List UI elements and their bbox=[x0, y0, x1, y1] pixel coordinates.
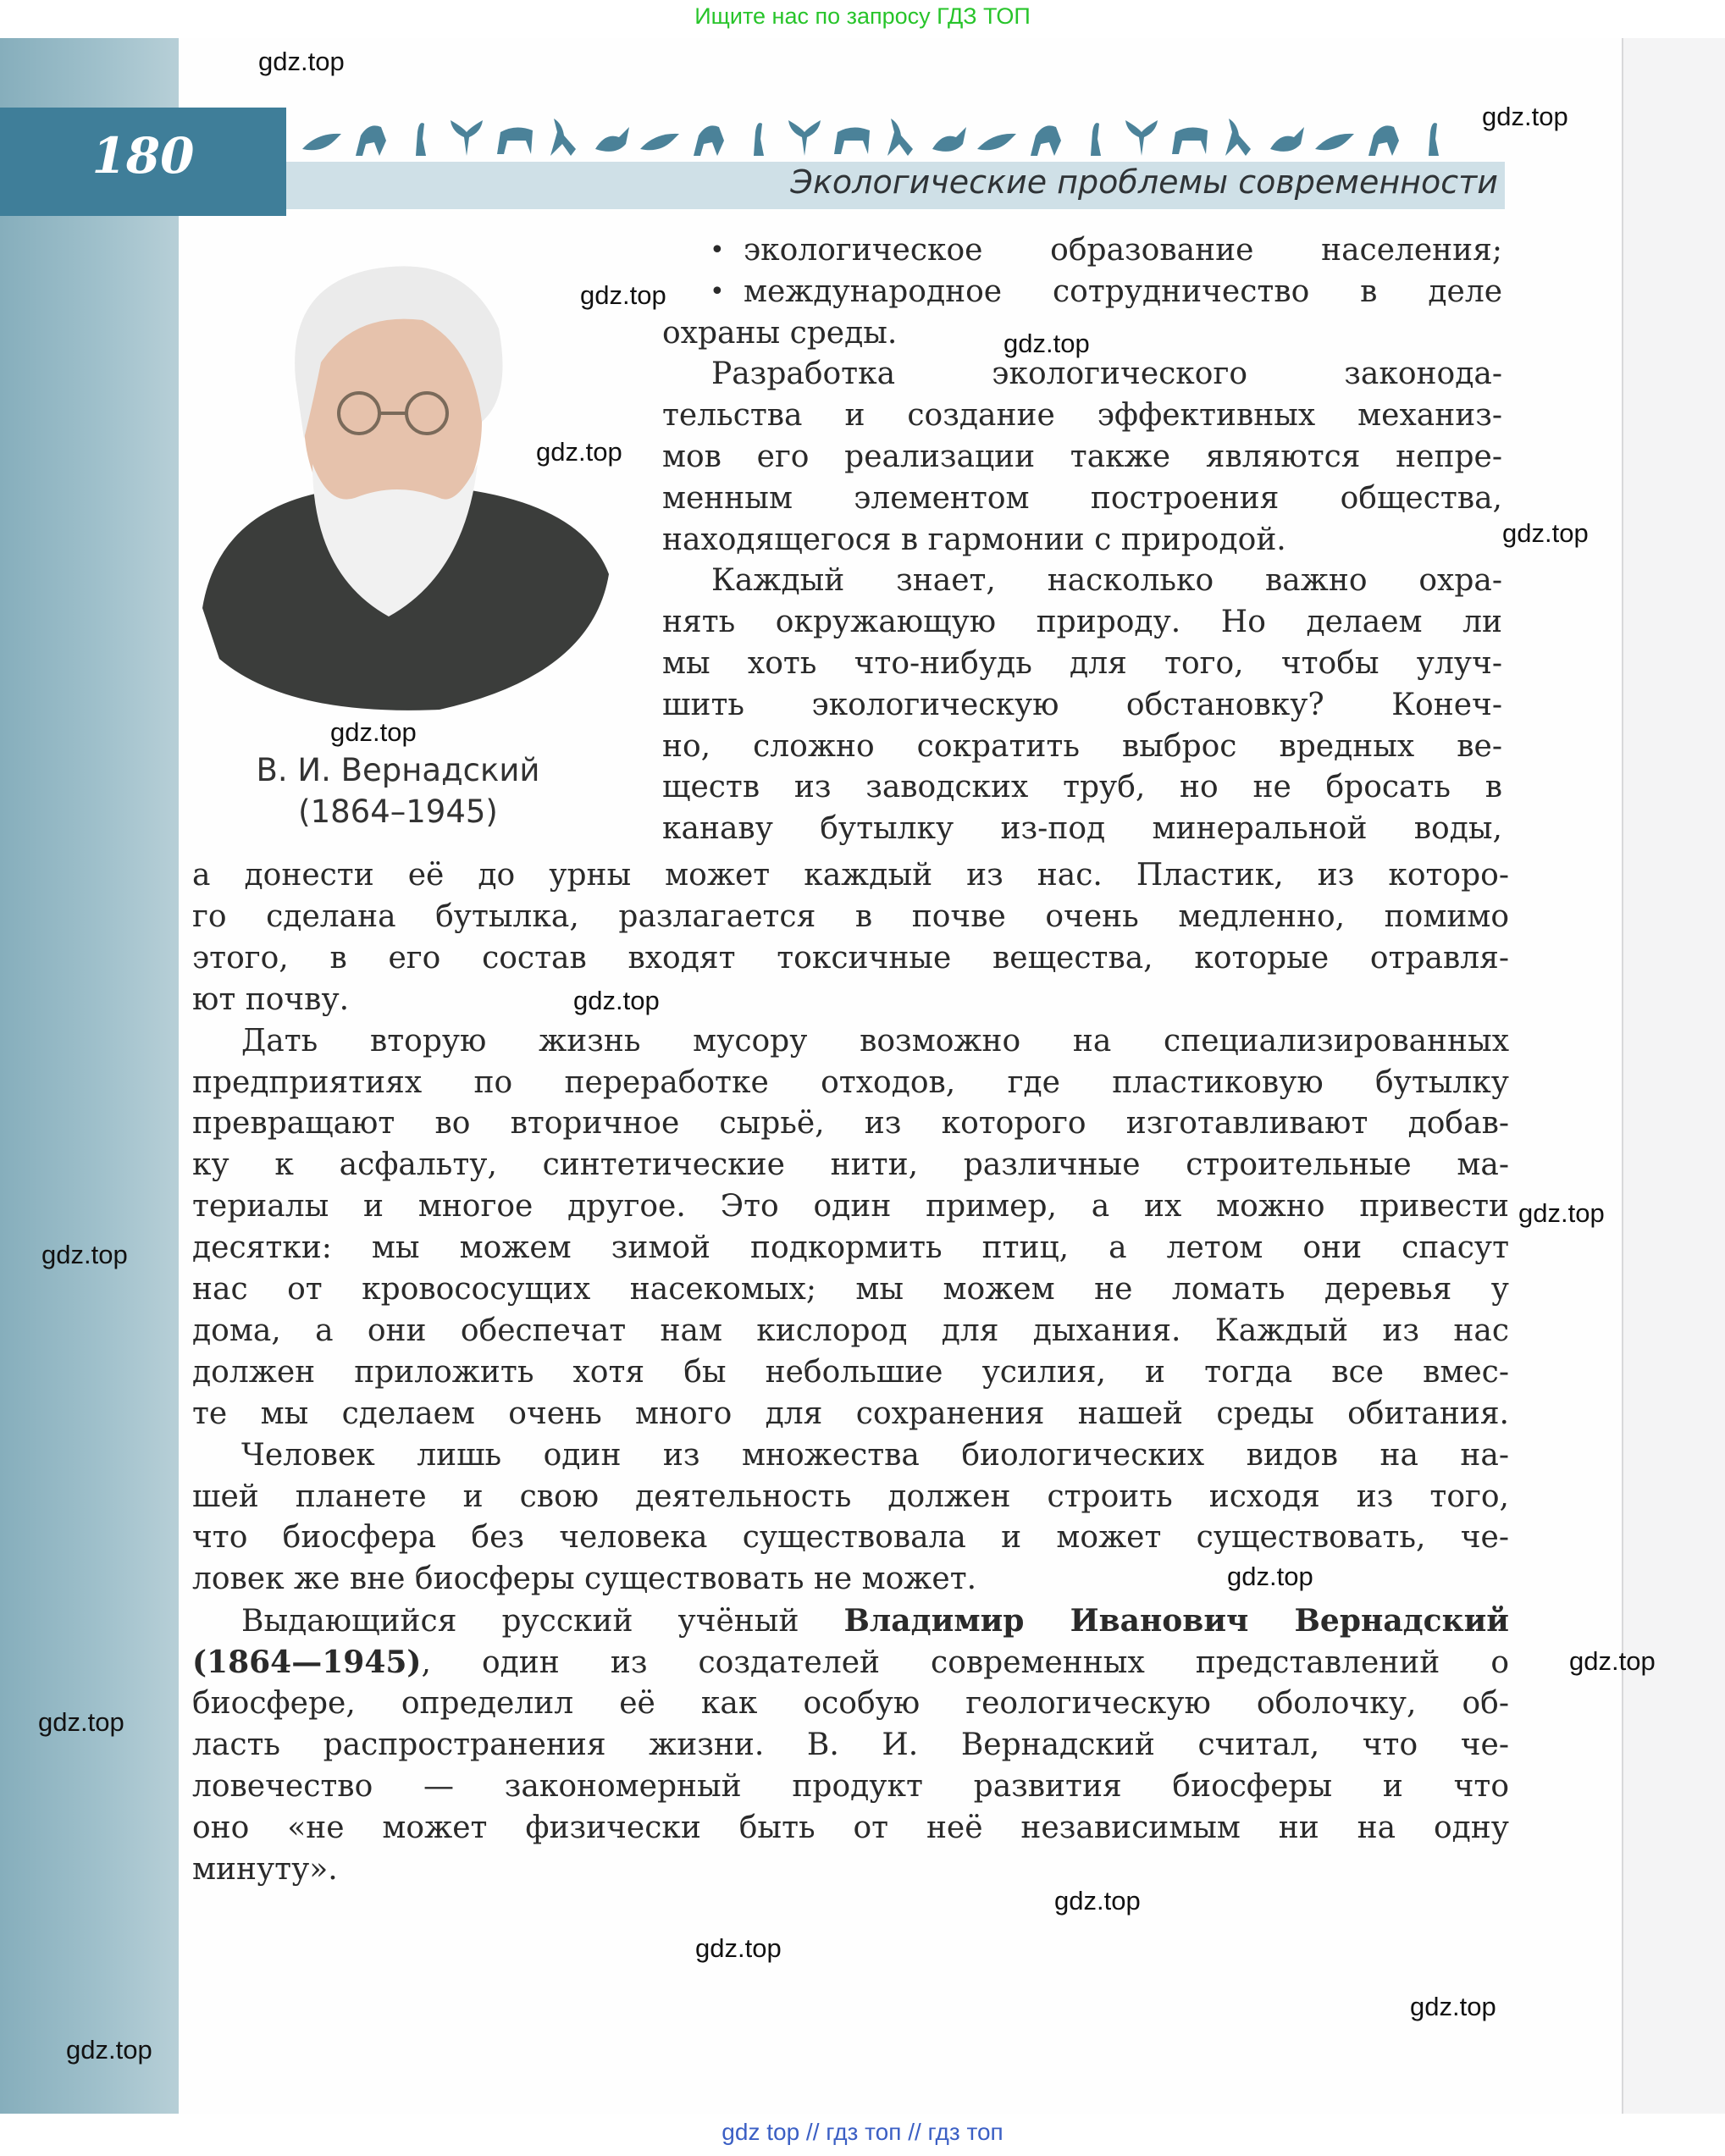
animal-silhouette-icon bbox=[976, 115, 1018, 158]
animal-silhouette-icon bbox=[1313, 115, 1356, 158]
text-segment: минуту». bbox=[192, 1851, 338, 1887]
animal-silhouette-icon bbox=[590, 115, 633, 158]
text-line bbox=[192, 1145, 1509, 1186]
bullet-icon: • bbox=[710, 235, 725, 265]
text-line bbox=[192, 1517, 1509, 1558]
text-segment: ку к асфальту, синтетические нити, различные строительные ма- bbox=[192, 1147, 1509, 1183]
text-line bbox=[192, 1269, 1509, 1310]
animal-silhouette-icon bbox=[1217, 115, 1259, 158]
text-segment: экологическое образование населения; bbox=[744, 233, 1502, 268]
text-line bbox=[192, 1725, 1509, 1766]
text-line bbox=[192, 897, 1509, 937]
animal-silhouette-icon bbox=[1072, 115, 1114, 158]
text-line bbox=[192, 1103, 1509, 1144]
page-spine bbox=[0, 38, 179, 2114]
text-segment: нять окружающую природу. Но делаем ли bbox=[662, 605, 1502, 640]
search-banner: Ищите нас по запросу ГДЗ ТОП bbox=[694, 3, 1031, 29]
bold-text: (1864—1945) bbox=[192, 1645, 422, 1681]
text-segment: ществ из заводских труб, но не бросать в bbox=[662, 770, 1502, 805]
text-line bbox=[192, 1063, 1509, 1103]
text-line bbox=[192, 980, 1509, 1020]
text-segment: Человек лишь один из множества биологических видов на на- bbox=[241, 1437, 1509, 1473]
text-segment: международное сотрудничество в деле bbox=[744, 274, 1502, 309]
text-line bbox=[711, 561, 1502, 601]
text-line bbox=[241, 1435, 1509, 1476]
watermark-text: gdz.top bbox=[1227, 1562, 1313, 1591]
bold-text: Владимир Иванович Вернадский bbox=[843, 1603, 1509, 1639]
text-line bbox=[192, 1683, 1509, 1724]
watermark-text: gdz.top bbox=[1569, 1646, 1656, 1676]
text-line bbox=[662, 767, 1502, 808]
animal-silhouette-icon bbox=[927, 115, 970, 158]
text-segment: менным элементом построения общества, bbox=[662, 480, 1502, 516]
text-segment: шей планете и свою деятельность должен строить исходя из того, bbox=[192, 1479, 1509, 1514]
text-segment: териалы и многое другое. Это один пример, а их можно привести bbox=[192, 1189, 1509, 1224]
text-line bbox=[241, 1021, 1509, 1062]
text-segment: ловечество — закономерный продукт развития биосферы и что bbox=[192, 1768, 1509, 1804]
text-segment: а донести её до урны может каждый из нас. Пластик, из которо- bbox=[192, 858, 1509, 893]
text-line bbox=[744, 272, 1502, 312]
animal-silhouette-icon bbox=[831, 115, 873, 158]
animal-silhouette-icon bbox=[494, 115, 536, 158]
animal-silhouette-icon bbox=[1024, 115, 1066, 158]
watermark-text: gdz.top bbox=[330, 717, 417, 747]
text-segment: находящегося в гармонии с природой. bbox=[662, 522, 1286, 557]
text-line bbox=[662, 478, 1502, 519]
text-segment: ласть распространения жизни. В. И. Вернадский считал, что че- bbox=[192, 1727, 1509, 1762]
animal-silhouette-icon bbox=[1362, 115, 1404, 158]
watermark-text: gdz.top bbox=[536, 437, 622, 467]
animal-silhouette-icon bbox=[639, 115, 681, 158]
text-line bbox=[662, 727, 1502, 767]
text-line bbox=[192, 1477, 1509, 1517]
text-line bbox=[711, 354, 1502, 395]
text-segment: ловек же вне биосферы существовать не может. bbox=[192, 1562, 977, 1597]
portrait-caption-name: В. И. Вернадский bbox=[256, 752, 540, 788]
watermark-text: gdz.top bbox=[1054, 1886, 1141, 1916]
text-segment: этого, в его состав входят токсичные вещества, которые отравля- bbox=[192, 940, 1509, 976]
text-segment: го сделана бутылка, разлагается в почве очень медленно, помимо bbox=[192, 898, 1509, 934]
animal-silhouette-icon bbox=[1410, 115, 1452, 158]
text-segment: но, сложно сократить выброс вредных ве- bbox=[662, 728, 1502, 764]
text-segment: канаву бутылку из-под минеральной воды, bbox=[662, 811, 1502, 847]
animal-silhouette-icon bbox=[349, 115, 391, 158]
text-line bbox=[192, 1186, 1509, 1227]
text-segment: шить экологическую обстановку? Конеч- bbox=[662, 687, 1502, 722]
watermark-text: gdz.top bbox=[258, 47, 345, 76]
watermark-text: gdz.top bbox=[580, 280, 666, 310]
text-line bbox=[192, 1394, 1509, 1435]
animal-silhouette-icon bbox=[1265, 115, 1308, 158]
text-segment: превращают во вторичное сырьё, из которого изготавливают добав- bbox=[192, 1106, 1509, 1142]
text-segment: мов его реализации также являются непре- bbox=[662, 439, 1502, 474]
text-segment: те мы сделаем очень много для сохранения нашей среды обитания. bbox=[192, 1396, 1509, 1431]
text-segment: ют почву. bbox=[192, 981, 350, 1017]
animal-silhouette-icon bbox=[301, 115, 343, 158]
chapter-title: Экологические проблемы современности bbox=[790, 163, 1498, 201]
text-segment: тельства и создание эффективных механиз- bbox=[662, 398, 1502, 434]
text-segment: что биосфера без человека существовала и может существовать, че- bbox=[192, 1520, 1509, 1556]
watermark-text: gdz.top bbox=[1410, 1992, 1496, 2021]
animal-silhouette-icon bbox=[783, 115, 826, 158]
portrait-caption-years: (1864–1945) bbox=[298, 793, 498, 830]
watermark-text: gdz.top bbox=[695, 1933, 782, 1963]
text-segment: Каждый знает, насколько важно охра- bbox=[711, 563, 1502, 599]
text-segment: дома, а они обеспечат нам кислород для дыхания. Каждый из нас bbox=[192, 1313, 1509, 1348]
text-line bbox=[192, 1311, 1509, 1352]
text-line bbox=[662, 437, 1502, 478]
page-number: 180 bbox=[91, 127, 195, 185]
text-line bbox=[192, 1849, 1509, 1890]
text-line bbox=[192, 1642, 1509, 1683]
text-segment: предприятиях по переработке отходов, где пластиковую бутылку bbox=[192, 1064, 1509, 1100]
text-line bbox=[744, 230, 1502, 271]
animal-silhouette-icon bbox=[735, 115, 777, 158]
watermark-text: gdz.top bbox=[573, 986, 660, 1015]
watermark-text: gdz.top bbox=[1003, 329, 1090, 358]
text-segment: , один из создателей современных представлений о bbox=[421, 1645, 1509, 1681]
text-line bbox=[662, 395, 1502, 436]
text-line bbox=[662, 644, 1502, 684]
animal-silhouettes-row bbox=[301, 108, 1452, 158]
text-line bbox=[192, 855, 1509, 896]
watermark-text: gdz.top bbox=[66, 2035, 152, 2065]
animal-silhouette-icon bbox=[687, 115, 729, 158]
animal-silhouette-icon bbox=[1120, 115, 1163, 158]
page-edge bbox=[1622, 38, 1725, 2114]
text-line bbox=[192, 938, 1509, 979]
portrait-vernadsky bbox=[185, 252, 613, 716]
text-line bbox=[662, 809, 1502, 849]
text-segment: Выдающийся русский учёный bbox=[241, 1604, 844, 1639]
text-segment: десятки: мы можем зимой подкормить птиц, а летом они спасут bbox=[192, 1230, 1509, 1266]
text-segment: охраны среды. bbox=[662, 315, 898, 351]
text-line bbox=[662, 602, 1502, 643]
text-segment: оно «не может физически быть от неё независимым ни на одну bbox=[192, 1810, 1509, 1845]
text-segment: Разработка экологического законода- bbox=[711, 357, 1502, 392]
animal-silhouette-icon bbox=[879, 115, 921, 158]
watermark-text: gdz.top bbox=[1518, 1198, 1605, 1228]
text-line bbox=[192, 1808, 1509, 1849]
animal-silhouette-icon bbox=[445, 115, 488, 158]
watermark-text: gdz.top bbox=[1502, 518, 1589, 548]
watermark-text: gdz.top bbox=[1482, 102, 1568, 131]
animal-silhouette-icon bbox=[397, 115, 440, 158]
watermark-text: gdz.top bbox=[41, 1240, 128, 1269]
animal-silhouette-icon bbox=[1169, 115, 1211, 158]
watermark-text: gdz.top bbox=[38, 1707, 124, 1737]
bullet-icon: • bbox=[710, 276, 725, 307]
footer-links: gdz top // гдз топ // гдз топ bbox=[722, 2119, 1003, 2145]
text-line bbox=[192, 1352, 1509, 1393]
text-line bbox=[192, 1228, 1509, 1269]
text-line bbox=[662, 685, 1502, 726]
text-segment: должен приложить хотя бы небольшие усилия, и тогда все вмес- bbox=[192, 1354, 1509, 1390]
text-segment: Дать вторую жизнь мусору возможно на специализированных bbox=[241, 1023, 1509, 1059]
text-line bbox=[241, 1600, 1509, 1642]
text-line bbox=[662, 520, 1502, 561]
text-segment: нас от кровососущих насекомых; мы можем не ломать деревья у bbox=[192, 1272, 1509, 1307]
text-line bbox=[192, 1766, 1509, 1807]
text-segment: биосфере, определил её как особую геологическую оболочку, об- bbox=[192, 1686, 1509, 1721]
animal-silhouette-icon bbox=[542, 115, 584, 158]
text-segment: мы хоть что-нибудь для того, чтобы улуч- bbox=[662, 646, 1502, 681]
